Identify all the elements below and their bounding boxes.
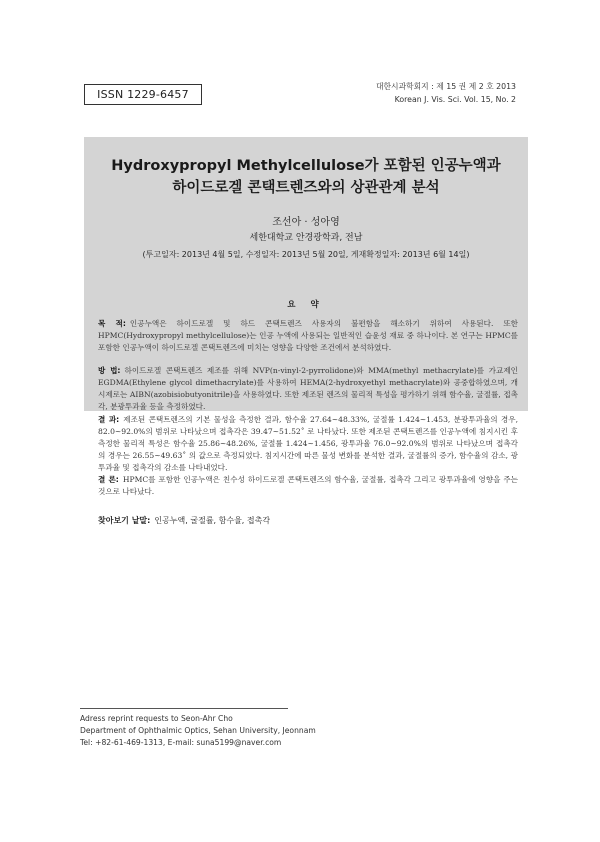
affiliation: 세한대학교 안경광학과, 전남 xyxy=(249,233,363,243)
method-label: 방 법: xyxy=(98,366,121,375)
abstract-result xyxy=(98,414,518,474)
abstract-method xyxy=(98,365,518,413)
footnote xyxy=(80,713,316,749)
keywords xyxy=(98,515,270,526)
title-line-1: Hydroxypropyl Methylcellulose가 포함된 인공누액과 xyxy=(111,158,501,174)
footnote-line-2: Department of Ophthalmic Optics, Sehan University, Jeonnam xyxy=(80,726,316,735)
abstract-heading: 요 약 xyxy=(287,300,325,310)
journal-korean: 대한시과학회지 : 제 15 권 제 2 호 2013 xyxy=(375,82,516,91)
result-label: 결 과: xyxy=(98,415,120,424)
submission-dates: (투고일자: 2013년 4월 5일, 수정일자: 2013년 5월 20일, 게재확정일자: 2013년 6월 14일) xyxy=(142,250,470,259)
journal-info xyxy=(376,80,516,106)
purpose-text: 인공누액은 하이드로겔 및 하드 콘택트렌즈 사용자의 불편함을 해소하기 위하여 사용된다. 또한 HPMC(Hydroxypropyl methylcellulose)는 인공 누액에 사용되는 일반적인 습윤성 재료 중 하나이다. 본 연구는 HPMC를 포함한 인공누액이 하이드로겔 콘택트렌즈에 미치는 영향을 다양한 조건에서 분석하였다. xyxy=(98,319,518,352)
conclusion-text: HPMC를 포함한 인공누액은 친수성 하이드로겔 콘택트렌즈의 함수율, 굴절률, 접촉각 그리고 광투과율에 영향을 주는 것으로 나타났다. xyxy=(98,475,518,496)
purpose-label: 목 적: xyxy=(98,319,126,328)
footnote-line-3: Tel: +82-61-469-1313, E-mail: suna5199@naver.com xyxy=(80,738,282,747)
issn-label: ISSN 1229-6457 xyxy=(84,84,202,105)
keywords-value: 인공누액, 굴절률, 함수율, 접촉각 xyxy=(154,516,271,525)
article-title xyxy=(84,155,528,199)
method-text: 하이드로겔 콘택트렌즈 제조를 위해 NVP(n-vinyl-2-pyrrolidone)와 MMA(methyl methacrylate)를 가교제인 EGDMA(Ethylene glycol dimethacrylate)를 사용하여 HEMA(2-hydroxyethyl methacrylate)와 공중합하였으며, 개시제로는 AIBN(azobisiobutyonitrile)을 사용하였다. 또한 제조된 렌즈의 물리적 특성을 평가하기 위해 함수율, 굴절률, 접촉각, 분광투과율 등을 측정하였다. xyxy=(98,366,518,411)
abstract-conclusion xyxy=(98,474,518,498)
keywords-label: 찾아보기 낱말: xyxy=(98,516,151,525)
title-line-2: 하이드로겔 콘택트렌즈와의 상관관계 분석 xyxy=(172,180,440,196)
abstract-purpose xyxy=(98,318,518,354)
conclusion-label: 결 론: xyxy=(98,475,119,484)
result-text: 제조된 콘택트렌즈의 기본 물성을 측정한 결과, 함수율 27.64~48.33%, 굴절률 1.424~1.453, 분광투과율의 경우, 82.0~92.0%의 범위로 나타났으며 접촉각은 39.47~51.52˚ 로 나타났다. 또한 제조된 콘택트렌즈를 인공누액에 침지시킨 후 측정한 물리적 특성은 함수율 25.86~48.26%, 굴절률 1.424~1.456, 광투과율 76.0~92.0%의 범위로 나타났으며 접촉각의 경우는 26.55~49.63˚ 의 값으로 측정되었다. 침지시간에 따른 물성 변화를 분석한 결과, 굴절률의 증가, 함수율의 감소, 광투과율 및 접촉각의 감소를 나타내었다. xyxy=(98,415,518,472)
journal-english: Korean J. Vis. Sci. Vol. 15, No. 2 xyxy=(394,95,516,104)
footnote-line-1: Adress reprint requests to Seon-Ahr Cho xyxy=(80,714,233,723)
footnote-divider xyxy=(80,708,288,709)
authors: 조선아 · 성아영 xyxy=(272,217,340,228)
